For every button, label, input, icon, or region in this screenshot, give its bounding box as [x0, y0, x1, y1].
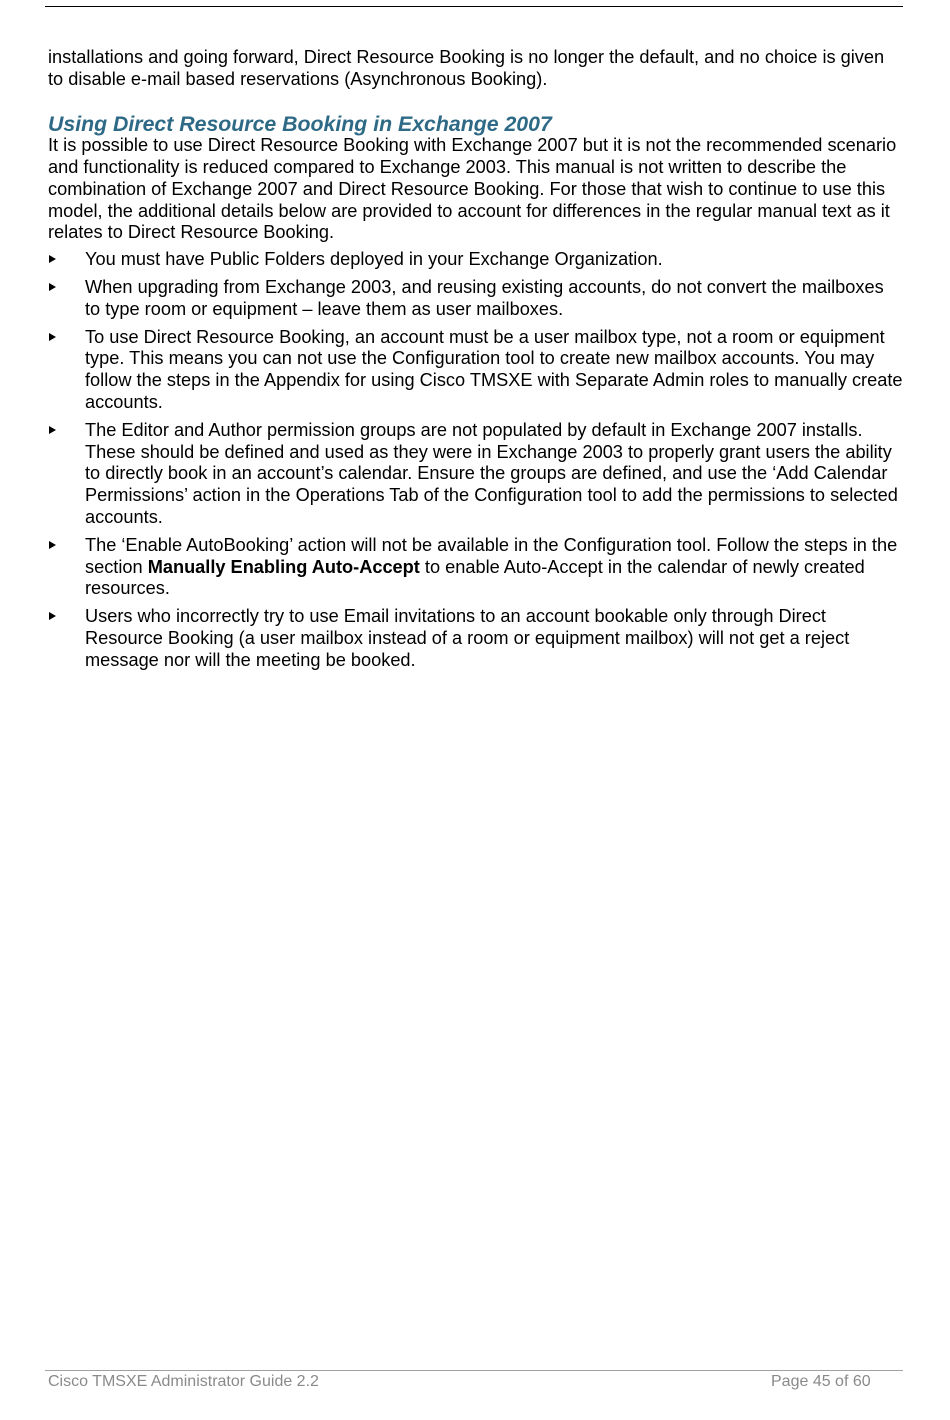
list-item-text: The Editor and Author permission groups are not populated by default in Exchange 2007 installs. These should be defined and used as they were in Exchange 2003 to properly grant users the ability to directly book in an account’s calendar. Ensure the groups are defined, and use the ‘Add Calendar Permissions’ action in the Operations Tab of the Configuration tool to add the permissions to selected accounts. — [85, 419, 898, 527]
list-item — [48, 535, 903, 600]
intro-paragraph: installations and going forward, Direct Resource Booking is no longer the default, and no choice is given to disable e-mail based reservations (Asynchronous Booking). — [48, 47, 885, 89]
triangle-right-icon — [49, 255, 56, 263]
footer-page-number: Page 45 of 60 — [771, 1373, 871, 1390]
triangle-right-icon — [49, 541, 56, 549]
list-item — [48, 606, 903, 671]
list-item — [48, 327, 903, 414]
list-item-text: Users who incorrectly try to use Email invitations to an account bookable only through Direct Resource Booking (a user mailbox instead of a room or equipment mailbox) will not get a reject message nor will the meeting be booked. — [85, 606, 850, 670]
section-body: It is possible to use Direct Resource Booking with Exchange 2007 but it is not the recommended scenario and functionality is reduced compared to Exchange 2003. This manual is not written to describe the combination of Exchange 2007 and Direct Resource Booking. For those that wish to continue to use this model, the additional details below are provided to account for differences in the regular manual text as it relates to Direct Resource Booking. — [48, 135, 897, 243]
list-item-text: When upgrading from Exchange 2003, and reusing existing accounts, do not convert the mailboxes to type room or equipment – leave them as user mailboxes. — [85, 276, 884, 319]
list-item-text: You must have Public Folders deployed in your Exchange Organization. — [85, 249, 663, 270]
list-item-text-after: to enable Auto-Accept in the calendar of newly created resources. — [85, 556, 865, 599]
triangle-right-icon — [49, 426, 56, 434]
section-reference: Manually Enabling Auto-Accept — [147, 556, 420, 577]
triangle-right-icon — [49, 283, 56, 291]
triangle-right-icon — [49, 612, 56, 620]
list-item-text-before: The ‘Enable AutoBooking’ action will not be available in the Configuration tool. Follow the steps in the section — [85, 534, 898, 577]
footer-doc-title: Cisco TMSXE Administrator Guide 2.2 — [48, 1373, 319, 1390]
triangle-right-icon — [49, 333, 56, 341]
header-rule — [45, 6, 903, 7]
list-item — [48, 249, 903, 271]
bullet-list — [48, 249, 903, 671]
list-item — [48, 420, 903, 529]
footer-rule — [45, 1370, 903, 1371]
list-item-text: To use Direct Resource Booking, an account must be a user mailbox type, not a room or equipment type. This means you can not use the Configuration tool to create new mailbox accounts. You may follow the steps in the Appendix for using Cisco TMSXE with Separate Admin roles to manually create accounts. — [85, 326, 903, 412]
section-heading: Using Direct Resource Booking in Exchange 2007 — [48, 111, 552, 136]
page-content — [48, 47, 903, 678]
list-item — [48, 277, 903, 321]
